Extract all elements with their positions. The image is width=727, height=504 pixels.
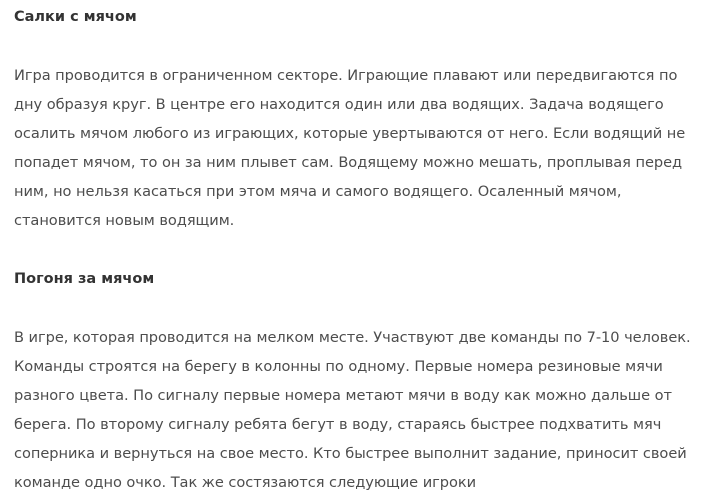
text-line: осалить мячом любого из играющих, которые увертываются от него. Если водящий не xyxy=(14,125,686,142)
text-line: берега. По второму сигналу ребята бегут в воду, стараясь быстрее подхватить мяч xyxy=(14,416,662,433)
text-line: дну образуя круг. В центре его находится один или два водящих. Задача водящего xyxy=(14,96,664,113)
text-line: команде одно очко. Так же состязаются следующие игроки xyxy=(14,474,477,491)
text-line: становится новым водящим. xyxy=(14,212,235,229)
section-text-tag-with-ball xyxy=(14,61,719,235)
text-line: разного цвета. По сигналу первые номера метают мячи в воду как можно дальше от xyxy=(14,387,672,404)
section-text-ball-chase xyxy=(14,323,719,497)
text-line: соперника и вернуться на свое место. Кто быстрее выполнит задание, приносит своей xyxy=(14,445,687,462)
text-line: Игра проводится в ограниченном секторе. Играющие плавают или передвигаются по xyxy=(14,67,678,84)
text-line: попадет мячом, то он за ним плывет сам. Водящему можно мешать, проплывая перед xyxy=(14,154,683,171)
text-line: Команды строятся на берегу в колонны по одному. Первые номера резиновые мячи xyxy=(14,358,663,375)
section-title-ball-chase: Погоня за мячом xyxy=(14,271,155,287)
section-title-tag-with-ball: Салки с мячом xyxy=(14,9,137,25)
text-line: В игре, которая проводится на мелком месте. Участвуют две команды по 7-10 человек. xyxy=(14,329,691,346)
text-line: ним, но нельзя касаться при этом мяча и самого водящего. Осаленный мячом, xyxy=(14,183,622,200)
